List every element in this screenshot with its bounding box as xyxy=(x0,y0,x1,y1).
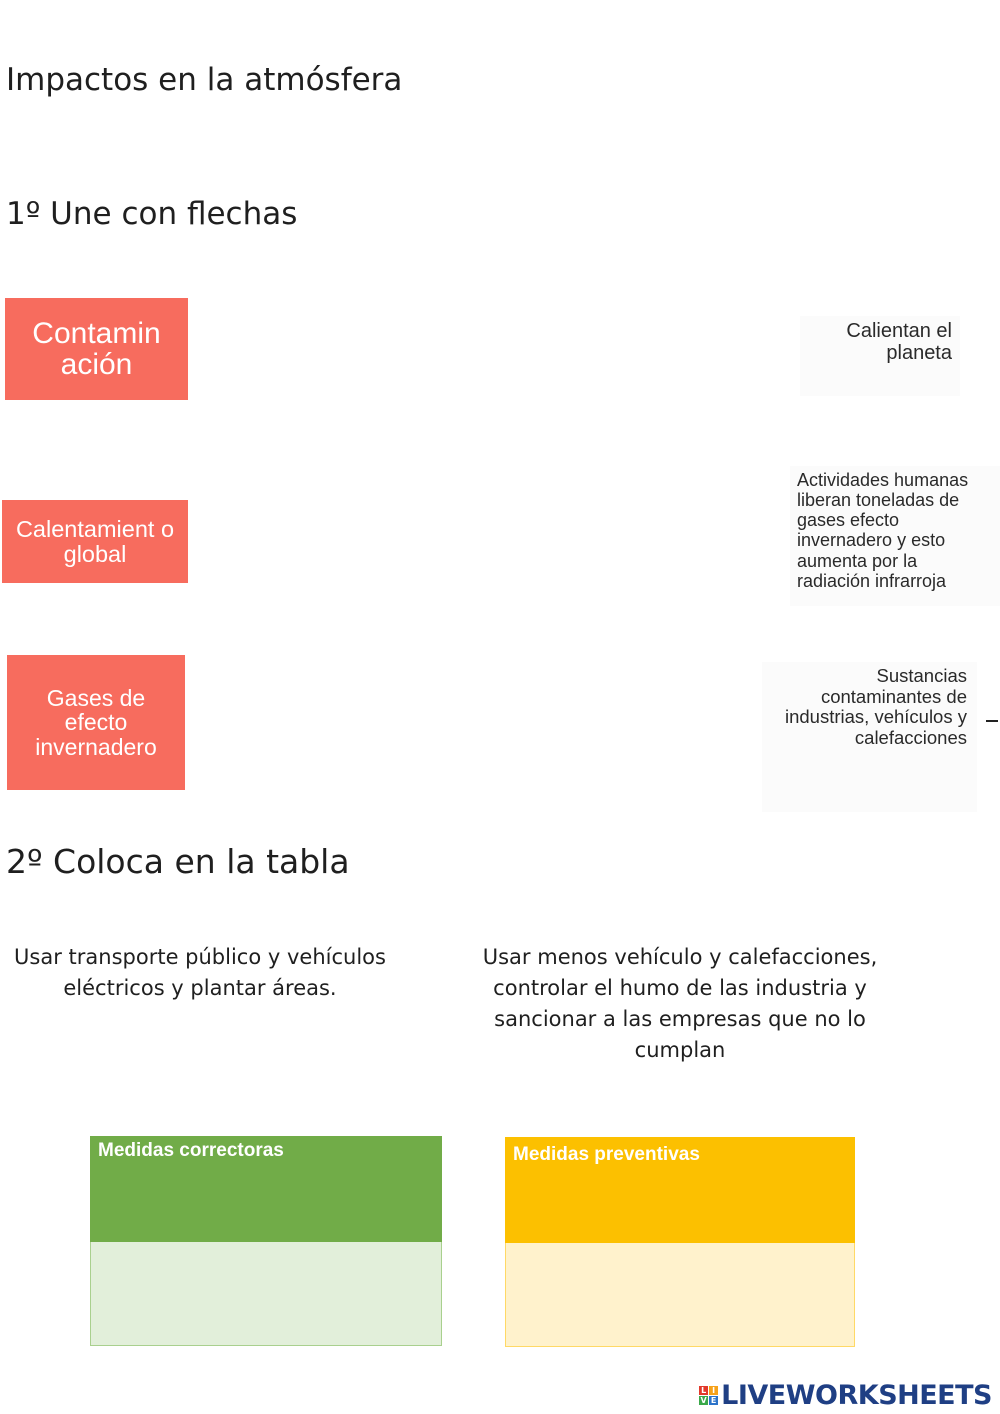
section-1-heading: 1º Une con flechas xyxy=(6,196,298,232)
term-label: Calentamient o global xyxy=(15,515,175,567)
table-header: Medidas preventivas xyxy=(505,1137,855,1243)
definition-text: Sustancias contaminantes de industrias, vehículos y calefacciones xyxy=(784,665,967,749)
logo-text: LIVEWORKSHEETS xyxy=(721,1379,992,1411)
logo-letter: L xyxy=(701,1385,707,1395)
draggable-option-vehiculo[interactable]: Usar menos vehículo y calefacciones, controlar el humo de las industria y sancionar a las empresas que no lo cumplan xyxy=(482,945,878,1062)
definition-card-sustancias[interactable] xyxy=(762,662,977,812)
term-label: Contamin ación xyxy=(32,316,161,381)
logo-badge-icon xyxy=(699,1386,718,1405)
logo-letter: V xyxy=(700,1395,707,1405)
section-2-heading: 2º Coloca en la tabla xyxy=(6,842,350,881)
logo-letter: I xyxy=(709,1386,718,1395)
table-header: Medidas correctoras xyxy=(90,1136,442,1242)
definition-text: Actividades humanas liberan toneladas de gases efecto invernadero y esto aumenta por la radiación infrarroja xyxy=(797,470,969,591)
term-label: Gases de efecto invernadero xyxy=(35,685,157,760)
term-card-calentamiento-global[interactable] xyxy=(2,500,188,583)
term-card-contaminacion[interactable] xyxy=(5,298,188,400)
definition-text: Calientan el planeta xyxy=(846,320,952,365)
arrow-anchor-mark xyxy=(986,720,998,722)
table-medidas-preventivas xyxy=(505,1137,855,1347)
logo-letter: E xyxy=(710,1395,717,1405)
definition-card-calientan[interactable] xyxy=(800,316,960,396)
page-title: Impactos en la atmósfera xyxy=(6,62,403,98)
table-medidas-correctoras xyxy=(90,1136,442,1346)
term-card-gases-efecto-invernadero[interactable] xyxy=(7,655,185,790)
definition-card-actividades-humanas[interactable] xyxy=(790,466,1000,606)
drop-zone-correctoras[interactable] xyxy=(90,1242,442,1346)
liveworksheets-logo xyxy=(699,1378,992,1412)
draggable-option-transporte[interactable]: Usar transporte público y vehículos eléctricos y plantar áreas. xyxy=(14,945,386,1000)
drop-zone-preventivas[interactable] xyxy=(505,1243,855,1347)
